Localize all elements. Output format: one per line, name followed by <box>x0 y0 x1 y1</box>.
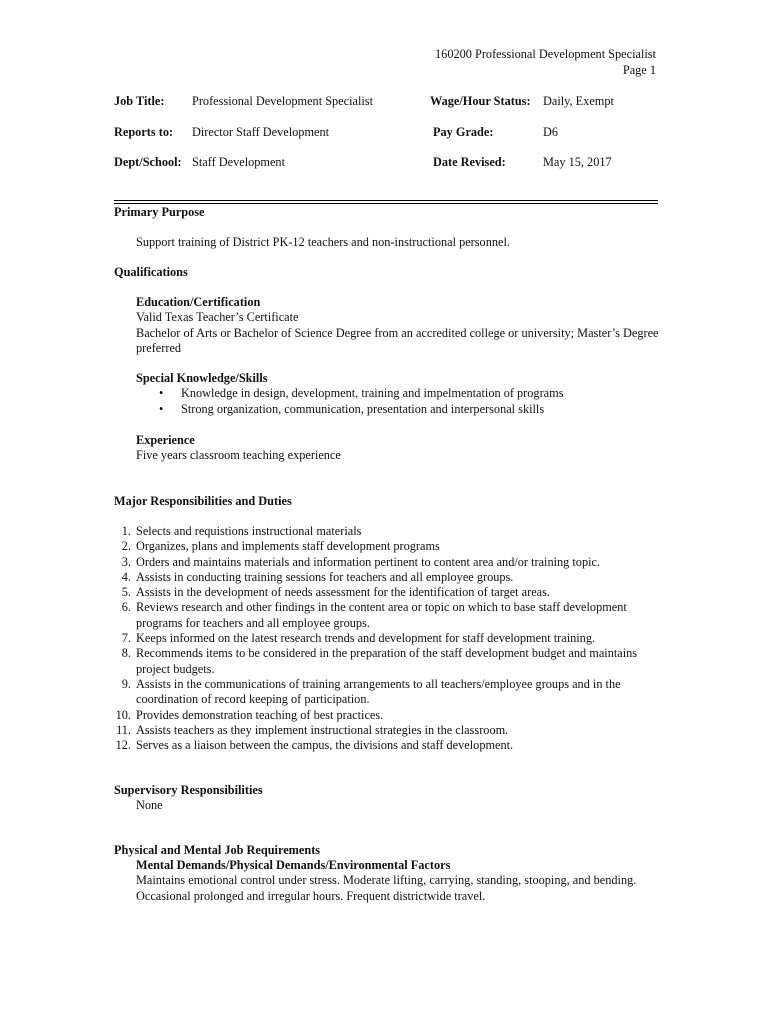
primary-purpose-heading: Primary Purpose <box>114 205 205 219</box>
duty-number: 11. <box>116 722 131 737</box>
supervisory-heading: Supervisory Responsibilities <box>114 783 263 797</box>
physical-heading: Physical and Mental Job Requirements <box>114 843 321 857</box>
duty-item <box>114 631 661 646</box>
duty-item <box>114 555 661 570</box>
duty-number: 9. <box>121 676 131 691</box>
job-title-label: Job Title: <box>114 94 165 108</box>
wage-status-value: Daily, Exempt <box>543 94 614 108</box>
reports-to-label: Reports to: <box>114 125 174 139</box>
duty-item <box>114 646 661 677</box>
physical-subheading: Mental Demands/Physical Demands/Environmental Factors <box>136 858 451 872</box>
date-revised-label: Date Revised: <box>433 155 506 169</box>
duty-text: Organizes, plans and implements staff development programs <box>136 539 440 554</box>
duty-text: Serves as a liaison between the campus, the divisions and staff development. <box>136 738 514 753</box>
skills-list-item: • Knowledge in design, development, training and impelmentation of programs <box>136 386 661 401</box>
duty-number: 8. <box>121 646 131 661</box>
duty-text: Assists in the development of needs assessment for the identification of target areas. <box>136 585 550 600</box>
duty-item <box>114 723 661 738</box>
duty-text: Provides demonstration teaching of best practices. <box>136 707 384 722</box>
supervisory-text: None <box>136 798 163 812</box>
education-heading: Education/Certification <box>136 295 261 309</box>
duties-heading: Major Responsibilities and Duties <box>114 494 292 508</box>
experience-block <box>136 433 661 464</box>
wage-status-label: Wage/Hour Status: <box>430 94 531 108</box>
pay-grade-value: D6 <box>543 125 559 139</box>
education-degree: Bachelor of Arts or Bachelor of Science Degree from an accredited college or university; Master’s Degree preferred <box>136 325 659 355</box>
duty-item <box>114 708 661 723</box>
duty-item <box>114 738 661 753</box>
dept-value: Staff Development <box>192 155 286 169</box>
physical-line-2: Occasional prolonged and irregular hours. Frequent districtwide travel. <box>136 888 486 903</box>
physical-line-1: Maintains emotional control under stress. Moderate lifting, carrying, standing, stooping, and bending. <box>136 873 637 888</box>
job-title-value: Professional Development Specialist <box>192 94 374 108</box>
experience-text: Five years classroom teaching experience <box>136 448 341 463</box>
primary-purpose-text: Support training of District PK-12 teachers and non-instructional personnel. <box>136 235 510 249</box>
duties-list <box>114 524 661 753</box>
page-number: Page 1 <box>622 63 656 77</box>
duty-item <box>114 524 661 539</box>
experience-heading: Experience <box>136 433 195 447</box>
duty-number: 10. <box>115 707 131 722</box>
duty-item <box>114 585 661 600</box>
physical-block <box>136 858 696 904</box>
duty-number: 5. <box>121 585 131 600</box>
duty-number: 6. <box>121 600 131 615</box>
duty-text: Assists teachers as they implement instructional strategies in the classroom. <box>136 722 509 737</box>
education-block <box>136 295 661 356</box>
skills-heading: Special Knowledge/Skills <box>136 371 268 385</box>
duty-number: 7. <box>121 631 131 646</box>
skills-list <box>136 386 661 417</box>
duty-item <box>114 539 661 554</box>
dept-label: Dept/School: <box>114 155 182 169</box>
page-header <box>435 46 656 78</box>
qualifications-heading: Qualifications <box>114 265 188 279</box>
duty-text: Assists in the communications of training arrangements to all teachers/employee groups and in the coordination of record keeping of participation. <box>136 676 621 707</box>
duty-text: Reviews research and other findings in the content area or topic on which to base staff development programs for teachers and all employee groups. <box>136 600 627 630</box>
duty-text: Keeps informed on the latest research trends and development for staff development training. <box>136 631 596 646</box>
date-revised-value: May 15, 2017 <box>543 155 612 169</box>
duty-number: 12. <box>115 738 131 753</box>
pay-grade-label: Pay Grade: <box>433 125 494 139</box>
education-certificate: Valid Texas Teacher’s Certificate <box>136 310 299 325</box>
reports-to-value: Director Staff Development <box>192 125 330 139</box>
duty-text: Recommends items to be considered in the preparation of the staff development budget and maintains project budgets. <box>136 646 638 676</box>
duty-item <box>114 570 661 585</box>
duty-text: Assists in conducting training sessions for teachers and all employee groups. <box>136 569 514 584</box>
skills-block <box>136 371 661 417</box>
skills-list-item: • Strong organization, communication, presentation and interpersonal skills <box>136 402 661 417</box>
duty-item <box>114 600 661 631</box>
duty-text: Selects and requistions instructional materials <box>136 524 362 538</box>
document-title: 160200 Professional Development Specialist <box>435 47 656 61</box>
duty-text: Orders and maintains materials and information pertinent to content area and/or training topic. <box>136 554 601 569</box>
divider-rule-top <box>114 200 658 201</box>
duty-number: 3. <box>121 554 131 569</box>
duty-number: 4. <box>121 569 131 584</box>
duty-number: 1. <box>121 524 131 538</box>
divider-rule-bottom <box>114 203 658 204</box>
duty-item <box>114 677 661 708</box>
duty-number: 2. <box>121 539 131 554</box>
